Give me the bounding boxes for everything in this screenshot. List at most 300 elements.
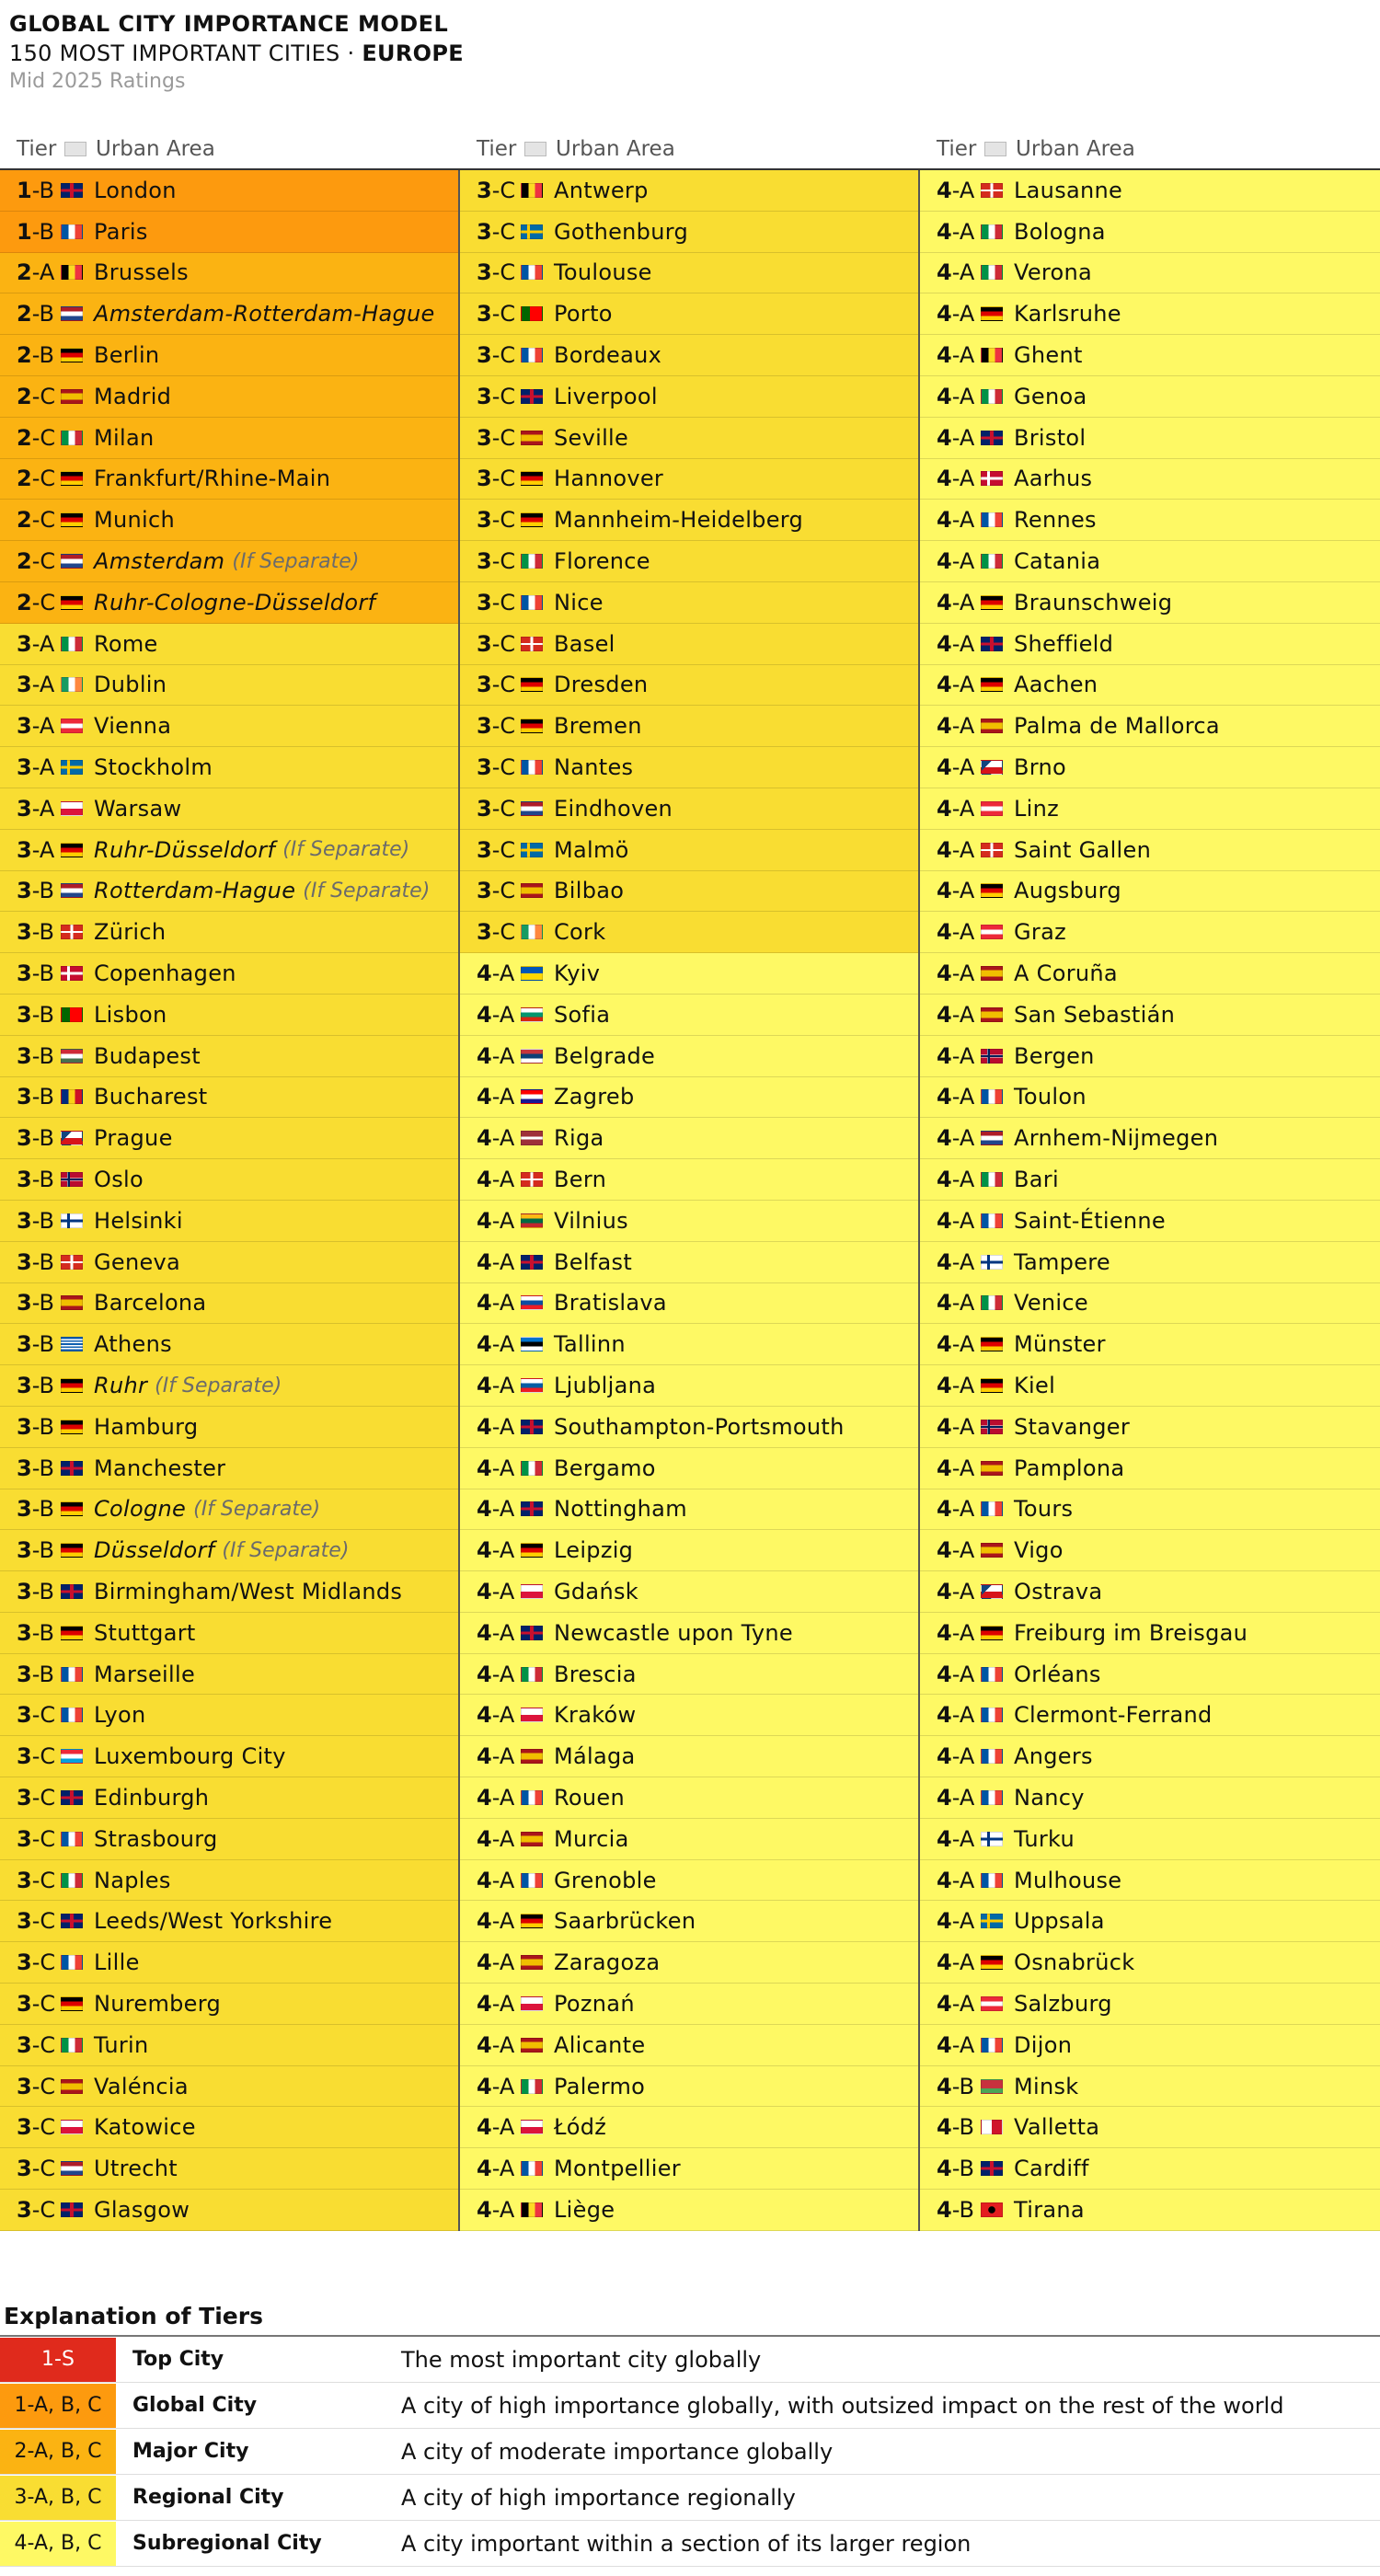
it-flag-icon — [521, 554, 543, 569]
legend-rows — [0, 2337, 1380, 2567]
city-name: Vigo — [1014, 1537, 1064, 1564]
tier-sub: -A — [951, 1867, 975, 1893]
city-name: Ruhr-Düsseldorf — [94, 836, 276, 863]
tier-number: 4 — [937, 1537, 952, 1564]
city-row — [0, 1901, 460, 1942]
tier-code — [920, 1785, 981, 1811]
tier-number: 4 — [937, 1949, 952, 1976]
city-row — [0, 1654, 460, 1696]
tier-sub: -C — [31, 2073, 56, 2099]
tier-number: 4 — [937, 1578, 952, 1604]
uk-flag-icon — [61, 1914, 83, 1928]
tier-code — [920, 1208, 981, 1234]
city-name: Venice — [1014, 1290, 1088, 1317]
tier-code — [460, 1249, 521, 1275]
city-row — [0, 541, 460, 582]
city-row — [0, 1407, 460, 1448]
city-name: Frankfurt/Rhine-Main — [94, 466, 331, 492]
tier-number: 4 — [477, 2156, 492, 2182]
no-flag-icon — [981, 1049, 1003, 1064]
tier-sub: -A — [951, 342, 975, 369]
city-name: Salzburg — [1014, 1990, 1112, 2017]
pt-flag-icon — [61, 1007, 83, 1022]
legend-tier-code: 4-A, B, C — [0, 2522, 116, 2566]
it-flag-icon — [61, 431, 83, 445]
tier-number: 4 — [937, 1331, 952, 1358]
mt-flag-icon — [981, 2120, 1003, 2134]
de-flag-icon — [61, 595, 83, 610]
city-row — [460, 1654, 920, 1696]
city-row — [920, 871, 1380, 913]
city-name: Rouen — [554, 1784, 625, 1811]
fr-flag-icon — [61, 1667, 83, 1682]
tier-sub: -B — [31, 1084, 54, 1110]
tier-code — [460, 878, 521, 903]
tier-sub: -C — [31, 1825, 56, 1852]
tier-code — [0, 1662, 61, 1687]
city-name: Southampton-Portsmouth — [554, 1413, 845, 1440]
city-row — [460, 1984, 920, 2025]
city-row — [460, 1448, 920, 1489]
tier-sub: -A — [491, 1001, 515, 1028]
tier-code — [460, 1373, 521, 1398]
tier-code — [0, 1868, 61, 1893]
tier-number: 4 — [937, 507, 952, 534]
city-name: Tallinn — [554, 1331, 626, 1358]
tier-code — [460, 1167, 521, 1192]
tier-code — [920, 1331, 981, 1357]
tier-number: 4 — [477, 1825, 492, 1852]
legend-tier-name: Major City — [132, 2440, 249, 2463]
tier-code — [0, 1249, 61, 1275]
city-row — [0, 253, 460, 294]
flag-header-icon — [64, 142, 86, 156]
area-header: Urban Area — [1016, 137, 1135, 161]
city-row — [0, 871, 460, 913]
city-row — [0, 376, 460, 418]
city-name: Barcelona — [94, 1290, 207, 1317]
city-name: Sofia — [554, 1001, 611, 1028]
tier-number: 4 — [937, 589, 952, 615]
rs-flag-icon — [521, 1049, 543, 1064]
tier-number: 3 — [17, 1743, 32, 1770]
city-row — [0, 1777, 460, 1819]
tier-code — [920, 2197, 981, 2223]
tier-number: 3 — [477, 754, 492, 781]
tier-code — [920, 1868, 981, 1893]
uk-flag-icon — [981, 431, 1003, 445]
es-flag-icon — [981, 966, 1003, 981]
city-name: Braunschweig — [1014, 589, 1173, 615]
tier-code — [0, 259, 61, 285]
tier-number: 4 — [937, 1125, 952, 1152]
tier-sub: -A — [491, 1290, 515, 1317]
tier-number: 4 — [937, 259, 952, 286]
city-name: Hamburg — [94, 1413, 199, 1440]
es-flag-icon — [981, 719, 1003, 733]
city-name: Gothenburg — [554, 218, 689, 245]
tier-number: 3 — [17, 1537, 32, 1564]
tier-number: 3 — [477, 301, 492, 328]
tier-sub: -A — [951, 1825, 975, 1852]
city-name: Helsinki — [94, 1207, 183, 1234]
city-column-2 — [458, 170, 920, 2231]
tier-number: 3 — [477, 919, 492, 946]
city-row — [460, 418, 920, 459]
fi-flag-icon — [61, 1213, 83, 1228]
city-name: Palma de Mallorca — [1014, 713, 1220, 740]
city-row — [920, 1901, 1380, 1942]
tier-code — [920, 1496, 981, 1522]
tier-sub: -C — [31, 1867, 56, 1893]
legend-tier-description: A city important within a section of its larger region — [401, 2530, 972, 2557]
city-row — [920, 1530, 1380, 1571]
tier-sub: -A — [491, 960, 515, 987]
tier-code — [920, 2114, 981, 2140]
tier-sub: -A — [951, 1413, 975, 1440]
tier-sub: -A — [491, 1413, 515, 1440]
uk-flag-icon — [981, 2161, 1003, 2176]
tier-sub: -A — [491, 1455, 515, 1481]
tier-sub: -C — [31, 2031, 56, 2058]
tier-sub: -C — [491, 507, 516, 534]
no-flag-icon — [981, 1420, 1003, 1434]
be-flag-icon — [61, 265, 83, 280]
tier-sub: -A — [491, 1578, 515, 1604]
city-name: Ruhr-Cologne-Düsseldorf — [94, 589, 376, 615]
tier-code — [920, 342, 981, 368]
city-name: Sheffield — [1014, 630, 1114, 657]
tier-number: 3 — [17, 2073, 32, 2099]
uk-flag-icon — [61, 1790, 83, 1805]
tier-sub: -B — [31, 1413, 54, 1440]
city-row — [460, 1077, 920, 1119]
city-name: Kraków — [554, 1702, 637, 1729]
tier-sub: -A — [951, 424, 975, 451]
tier-number: 4 — [937, 1001, 952, 1028]
fr-flag-icon — [61, 1832, 83, 1846]
city-row — [0, 1695, 460, 1736]
it-flag-icon — [981, 389, 1003, 404]
city-row — [460, 788, 920, 830]
city-name: Verona — [1014, 259, 1093, 286]
city-row — [460, 2148, 920, 2190]
de-flag-icon — [61, 1626, 83, 1640]
tier-code — [920, 1949, 981, 1975]
legend-tier-name: Global City — [132, 2394, 258, 2417]
tier-number: 4 — [477, 1084, 492, 1110]
legend-tier-name: Top City — [132, 2348, 224, 2371]
city-name: Valletta — [1014, 2114, 1100, 2141]
city-name: Eindhoven — [554, 795, 673, 822]
tier-number: 3 — [17, 1207, 32, 1234]
tier-code — [920, 2074, 981, 2099]
tier-number: 4 — [937, 1207, 952, 1234]
tier-number: 4 — [477, 1496, 492, 1523]
city-name: Warsaw — [94, 795, 182, 822]
tier-sub: -A — [951, 1290, 975, 1317]
city-name: Münster — [1014, 1331, 1106, 1358]
city-name: Brescia — [554, 1661, 637, 1687]
city-name: Lille — [94, 1949, 140, 1976]
city-row — [920, 418, 1380, 459]
tier-sub: -A — [31, 836, 55, 863]
tier-code — [920, 1414, 981, 1440]
de-flag-icon — [61, 1378, 83, 1393]
tier-number: 3 — [17, 2196, 32, 2223]
tier-code — [460, 796, 521, 822]
tier-sub: -A — [951, 1167, 975, 1193]
pl-flag-icon — [521, 2120, 543, 2134]
city-row — [460, 376, 920, 418]
tier-sub: -C — [491, 342, 516, 369]
tier-number: 3 — [477, 424, 492, 451]
city-row — [920, 1118, 1380, 1159]
tier-number: 4 — [477, 1042, 492, 1069]
city-row — [920, 1448, 1380, 1489]
city-row — [920, 1860, 1380, 1902]
tier-number: 4 — [477, 1990, 492, 2017]
city-row — [0, 953, 460, 995]
city-name: Uppsala — [1014, 1908, 1105, 1935]
city-name: Montpellier — [554, 2156, 681, 2182]
tier-number: 3 — [17, 754, 32, 781]
tier-sub: -C — [491, 177, 516, 203]
city-row — [460, 1860, 920, 1902]
it-flag-icon — [981, 1295, 1003, 1310]
uk-flag-icon — [981, 637, 1003, 651]
tier-sub: -B — [31, 1207, 54, 1234]
tier-code — [460, 1125, 521, 1151]
pt-flag-icon — [521, 306, 543, 321]
city-row — [0, 2025, 460, 2066]
tier-code — [920, 1167, 981, 1192]
tier-number: 4 — [477, 1908, 492, 1935]
city-row — [460, 1571, 920, 1613]
tier-code — [460, 1826, 521, 1852]
tier-code — [0, 1290, 61, 1316]
tier-number: 4 — [477, 2196, 492, 2223]
tier-sub: -A — [951, 383, 975, 409]
city-name: Genoa — [1014, 383, 1087, 409]
tier-number: 3 — [17, 2114, 32, 2141]
tier-code — [0, 384, 61, 409]
city-row — [460, 953, 920, 995]
tier-code — [460, 1537, 521, 1563]
tier-sub: -A — [951, 1949, 975, 1976]
city-row — [920, 1819, 1380, 1860]
city-row — [0, 1860, 460, 1902]
tier-sub: -B — [31, 1248, 54, 1275]
tier-sub: -A — [951, 1578, 975, 1604]
city-name: Tampere — [1014, 1248, 1110, 1275]
tier-code — [460, 2114, 521, 2140]
city-name: Leeds/West Yorkshire — [94, 1908, 333, 1935]
legend-tier-code: 1-S — [0, 2338, 116, 2382]
by-flag-icon — [981, 2079, 1003, 2094]
city-name: Aachen — [1014, 672, 1098, 698]
city-row — [0, 335, 460, 376]
tier-code — [920, 466, 981, 491]
city-row — [920, 1942, 1380, 1984]
city-name: Kiel — [1014, 1373, 1056, 1398]
tier-sub: -A — [951, 548, 975, 575]
tier-sub: -A — [491, 1908, 515, 1935]
city-row — [920, 995, 1380, 1036]
tier-code — [0, 1826, 61, 1852]
tier-number: 4 — [477, 1867, 492, 1893]
tier-code — [920, 796, 981, 822]
tier-number: 4 — [937, 795, 952, 822]
tier-code — [920, 713, 981, 739]
tier-number: 3 — [17, 1784, 32, 1811]
tier-code — [460, 631, 521, 657]
tier-code — [460, 713, 521, 739]
tier-number: 4 — [937, 1990, 952, 2017]
tier-sub: -C — [31, 2196, 56, 2223]
city-row — [920, 2148, 1380, 2190]
tier-sub: -A — [951, 630, 975, 657]
tier-code — [460, 301, 521, 327]
hr-flag-icon — [521, 1089, 543, 1104]
tier-code — [0, 1908, 61, 1934]
city-name: Minsk — [1014, 2073, 1079, 2099]
city-name: Bologna — [1014, 218, 1106, 245]
tier-number: 4 — [937, 1084, 952, 1110]
tier-sub: -A — [491, 1207, 515, 1234]
tier-sub: -C — [31, 1702, 56, 1729]
city-name: Nottingham — [554, 1496, 687, 1523]
city-row — [0, 706, 460, 747]
city-row — [0, 2107, 460, 2148]
at-flag-icon — [981, 1996, 1003, 2011]
tier-sub: -A — [951, 1743, 975, 1770]
uk-flag-icon — [61, 183, 83, 198]
city-name: Amsterdam — [94, 548, 225, 575]
tier-sub: -C — [491, 259, 516, 286]
tier-code — [460, 259, 521, 285]
tier-code — [920, 1043, 981, 1069]
legend-row — [0, 2429, 1380, 2475]
tier-sub: -A — [951, 507, 975, 534]
tier-sub: -A — [491, 1661, 515, 1687]
city-name: Linz — [1014, 795, 1060, 822]
tier-code — [0, 1537, 61, 1563]
tier-code — [0, 342, 61, 368]
de-flag-icon — [61, 1501, 83, 1516]
tier-sub: -A — [951, 795, 975, 822]
tier-sub: -B — [31, 1290, 54, 1317]
city-row — [920, 1613, 1380, 1654]
city-row — [460, 1324, 920, 1365]
city-row — [920, 1654, 1380, 1696]
tier-sub: -B — [951, 2156, 974, 2182]
city-note: (If Separate) — [193, 1497, 321, 1521]
se-flag-icon — [521, 843, 543, 857]
es-flag-icon — [521, 1749, 543, 1764]
city-row — [460, 541, 920, 582]
tier-number: 3 — [477, 466, 492, 492]
tier-number: 4 — [477, 1331, 492, 1358]
city-name: Pamplona — [1014, 1455, 1125, 1481]
tier-number: 3 — [17, 1042, 32, 1069]
city-name: Ruhr — [94, 1373, 148, 1398]
it-flag-icon — [981, 554, 1003, 569]
city-row — [460, 170, 920, 212]
fr-flag-icon — [981, 1873, 1003, 1888]
tier-code — [460, 1002, 521, 1028]
city-name: Utrecht — [94, 2156, 178, 2182]
tier-sub: -B — [31, 960, 54, 987]
city-row — [460, 1736, 920, 1777]
tier-code — [0, 960, 61, 986]
legend-row — [0, 2337, 1380, 2383]
tier-code — [920, 259, 981, 285]
de-flag-icon — [61, 1996, 83, 2011]
city-name: Munich — [94, 507, 176, 534]
es-flag-icon — [981, 1461, 1003, 1476]
city-name: Bremen — [554, 713, 642, 740]
tier-number: 3 — [17, 1496, 32, 1523]
city-row — [0, 788, 460, 830]
tier-code — [0, 878, 61, 903]
es-flag-icon — [521, 1832, 543, 1846]
tier-code — [920, 1579, 981, 1604]
tier-number: 3 — [477, 836, 492, 863]
city-name: Dijon — [1014, 2031, 1073, 2058]
nl-flag-icon — [61, 554, 83, 569]
city-note: (If Separate) — [303, 879, 431, 903]
tier-sub: -A — [491, 1702, 515, 1729]
city-name: Ljubljana — [554, 1373, 657, 1398]
tier-sub: -A — [491, 1084, 515, 1110]
tier-number: 3 — [17, 1373, 32, 1398]
tier-code — [920, 1125, 981, 1151]
city-row — [0, 830, 460, 871]
tier-code — [920, 1826, 981, 1852]
city-row — [0, 293, 460, 335]
city-row — [920, 1489, 1380, 1531]
tier-number: 3 — [17, 836, 32, 863]
tier-code — [0, 796, 61, 822]
legend-tier-description: A city of high importance globally, with outsized impact on the rest of the world — [401, 2392, 1284, 2419]
tier-number: 2 — [17, 342, 32, 369]
city-row — [460, 1118, 920, 1159]
fi-flag-icon — [981, 1832, 1003, 1846]
tier-code — [920, 425, 981, 451]
tier-sub: -B — [951, 2114, 974, 2141]
tier-sub: -A — [951, 589, 975, 615]
city-row — [0, 912, 460, 953]
lt-flag-icon — [521, 1213, 543, 1228]
fr-flag-icon — [981, 1089, 1003, 1104]
city-row — [920, 912, 1380, 953]
de-flag-icon — [981, 1955, 1003, 1970]
de-flag-icon — [61, 1543, 83, 1558]
tier-sub: -C — [31, 424, 56, 451]
city-row — [0, 1613, 460, 1654]
tier-number: 3 — [17, 1455, 32, 1481]
pl-flag-icon — [521, 1996, 543, 2011]
city-name: Augsburg — [1014, 878, 1121, 904]
tier-number: 4 — [937, 1661, 952, 1687]
tier-code — [920, 1620, 981, 1646]
tier-sub: -B — [31, 919, 54, 946]
city-row — [920, 376, 1380, 418]
tier-sub: -B — [31, 342, 54, 369]
ie-flag-icon — [521, 925, 543, 939]
city-name: Valéncia — [94, 2073, 189, 2099]
